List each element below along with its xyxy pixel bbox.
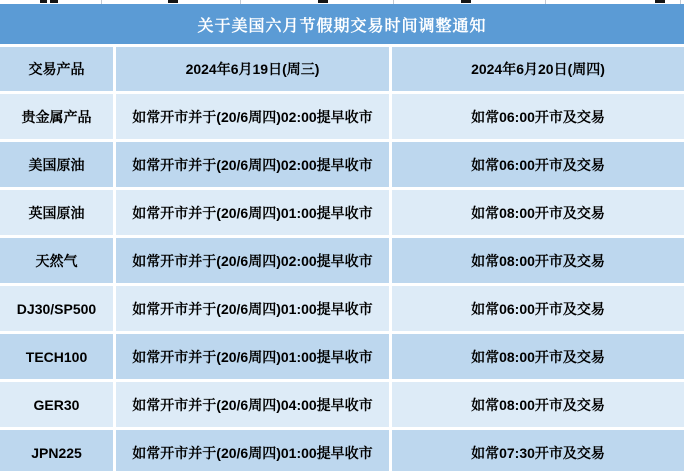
product-cell: GER30 (0, 382, 113, 427)
clipped-text-fragment (168, 0, 178, 3)
wed-schedule-cell: 如常开市并于(20/6周四)01:00提早收市 (116, 430, 389, 471)
product-cell: 英国原油 (0, 190, 113, 235)
table-row (0, 430, 684, 471)
thu-schedule-cell: 如常08:00开市及交易 (392, 334, 684, 379)
wed-schedule-cell: 如常开市并于(20/6周四)01:00提早收市 (116, 334, 389, 379)
clipped-text-fragment (40, 0, 47, 3)
product-cell: DJ30/SP500 (0, 286, 113, 331)
table-header-row (0, 47, 684, 91)
table-row (0, 94, 684, 139)
clipped-text-fragment (50, 0, 58, 3)
thu-schedule-cell: 如常06:00开市及交易 (392, 94, 684, 139)
thu-schedule-cell: 如常08:00开市及交易 (392, 190, 684, 235)
clipped-text-fragment (655, 0, 665, 3)
table-row (0, 382, 684, 427)
wed-schedule-cell: 如常开市并于(20/6周四)04:00提早收市 (116, 382, 389, 427)
gridline (240, 0, 241, 4)
header-wednesday-column: 2024年6月19日(周三) (116, 47, 389, 91)
table-row (0, 190, 684, 235)
thu-schedule-cell: 如常07:30开市及交易 (392, 430, 684, 471)
gridline (680, 0, 681, 4)
clipped-text-fragment (461, 0, 471, 3)
table-row (0, 334, 684, 379)
wed-schedule-cell: 如常开市并于(20/6周四)02:00提早收市 (116, 142, 389, 187)
wed-schedule-cell: 如常开市并于(20/6周四)02:00提早收市 (116, 94, 389, 139)
product-cell: TECH100 (0, 334, 113, 379)
table-row (0, 286, 684, 331)
table-row (0, 238, 684, 283)
gridline (393, 0, 394, 4)
header-thursday-column: 2024年6月20日(周四) (392, 47, 684, 91)
thu-schedule-cell: 如常06:00开市及交易 (392, 286, 684, 331)
product-cell: 美国原油 (0, 142, 113, 187)
spreadsheet-gridline-strip (0, 0, 684, 4)
wed-schedule-cell: 如常开市并于(20/6周四)01:00提早收市 (116, 190, 389, 235)
wed-schedule-cell: 如常开市并于(20/6周四)02:00提早收市 (116, 238, 389, 283)
notice-title: 关于美国六月节假期交易时间调整通知 (197, 17, 487, 35)
header-product-column: 交易产品 (0, 47, 113, 91)
thu-schedule-cell: 如常08:00开市及交易 (392, 382, 684, 427)
thu-schedule-cell: 如常08:00开市及交易 (392, 238, 684, 283)
wed-schedule-cell: 如常开市并于(20/6周四)01:00提早收市 (116, 286, 389, 331)
product-cell: 天然气 (0, 238, 113, 283)
table-row (0, 142, 684, 187)
product-cell: JPN225 (0, 430, 113, 471)
thu-schedule-cell: 如常06:00开市及交易 (392, 142, 684, 187)
gridline (101, 0, 102, 4)
gridline (545, 0, 546, 4)
clipped-text-fragment (318, 0, 328, 3)
notice-title-bar (0, 4, 684, 44)
product-cell: 贵金属产品 (0, 94, 113, 139)
